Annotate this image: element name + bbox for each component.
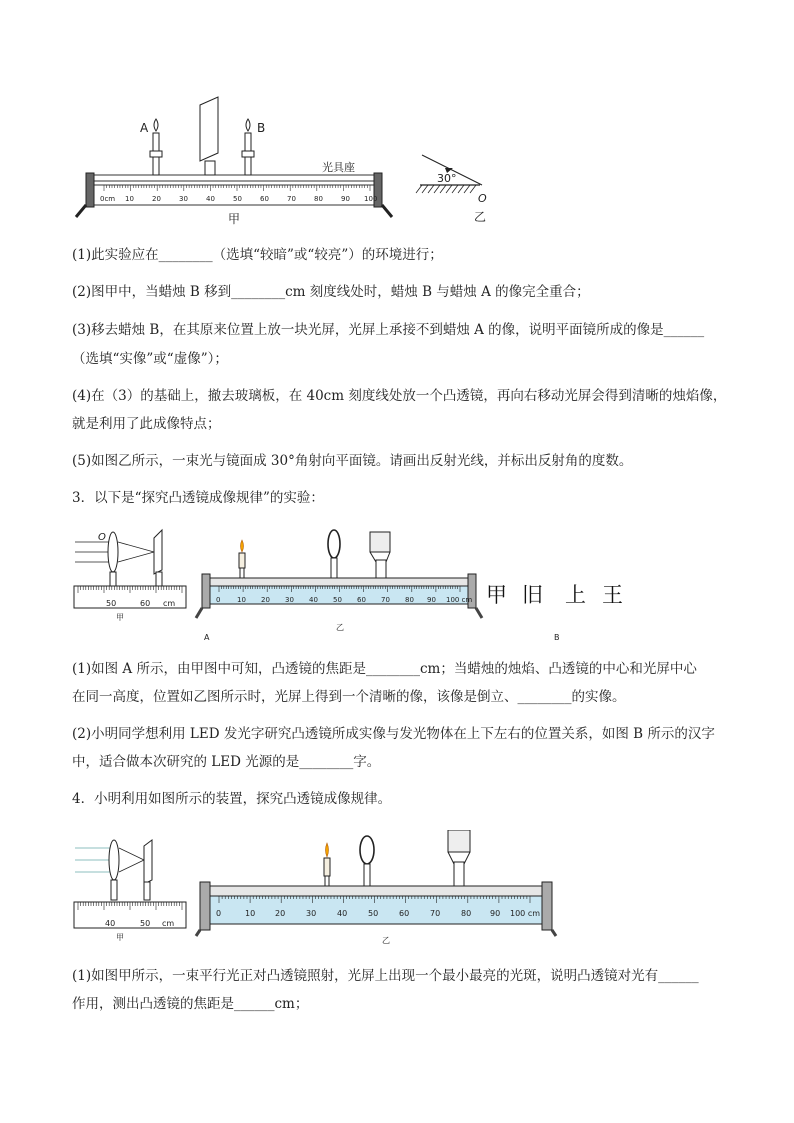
- bench-tick-label: 10: [245, 909, 256, 918]
- ruler-label: 90: [341, 195, 350, 203]
- ruler-label: 30: [179, 195, 188, 203]
- mirror-hatch: [428, 185, 434, 193]
- figure-convex-lens-b: [70, 830, 570, 950]
- led-char: 甲: [486, 583, 509, 607]
- q2-part3-line2: （选填“实像”或“虚像”）；: [72, 351, 228, 367]
- bench-caption: 乙: [336, 623, 344, 632]
- ruler-label: 50: [233, 195, 242, 203]
- bench-tick-label: 30: [285, 596, 294, 604]
- bench-label: 光具座: [322, 161, 355, 174]
- small-tick-label: cm: [162, 919, 175, 928]
- bench-tick-label: 50: [333, 596, 342, 604]
- small-label-o: O: [98, 532, 106, 543]
- candle-a: [150, 119, 162, 175]
- q2-part3-line1: (3)移去蜡烛 B，在其原来位置上放一块光屏，光屏上承接不到蜡烛 A 的像，说明平面镜所成的像是______: [72, 322, 705, 338]
- q3-part2-line1: (2)小明同学想利用 LED 发光字研究凸透镜所成实像与发光物体在上下左右的位置关系，如图 B 所示的汉字: [72, 726, 715, 742]
- small-tick-label: 60: [140, 599, 151, 608]
- small-caption: 甲: [116, 613, 124, 622]
- q2-part4-line1: (4)在（3）的基础上，撤去玻璃板，在 40cm 刻度线处放一个凸透镜，再向右移动光屏会得到清晰的烛焰像，: [72, 388, 727, 404]
- ruler-label: 0cm: [100, 195, 116, 203]
- q4-title: 4．小明利用如图所示的装置，探究凸透镜成像规律。: [72, 791, 392, 807]
- bench-tick-label: 80: [405, 596, 414, 604]
- point-o: O: [478, 192, 487, 205]
- bench-tick-label: 40: [309, 596, 318, 604]
- bench-tick-label: 100 cm: [446, 596, 473, 604]
- bench-tick-label: 40: [337, 909, 348, 918]
- q2-part5: (5)如图乙所示，一束光与镜面成 30°角射向平面镜。请画出反射光线，并标出反射角的度数。: [72, 453, 633, 469]
- ruler-label: 60: [260, 195, 269, 203]
- q3-title: 3．以下是“探究凸透镜成像规律”的实验：: [72, 490, 324, 506]
- mirror-hatch: [464, 185, 470, 193]
- bench-tick-label: 30: [306, 909, 317, 918]
- q2-part2: (2)图甲中，当蜡烛 B 移到________cm 刻度线处时，蜡烛 B 与蜡烛 A 的像完全重合；: [72, 284, 590, 300]
- q3-part1-line2: 在同一高度，位置如乙图所示时，光屏上得到一个清晰的像，该像是倒立、________的实像。: [72, 689, 626, 705]
- led-char: 旧: [522, 583, 545, 607]
- ruler-label: 70: [287, 195, 296, 203]
- bench-tick-label: 60: [399, 909, 410, 918]
- bench-tick-label: 0: [216, 909, 222, 918]
- bench-caption: 乙: [382, 936, 390, 945]
- candle-b: [242, 119, 254, 175]
- small-tick-label: cm: [163, 599, 176, 608]
- ruler-label: 40: [206, 195, 215, 203]
- caption-a: A: [204, 633, 210, 642]
- small-tick-label: 50: [140, 919, 151, 928]
- bench-tick-label: 60: [357, 596, 366, 604]
- q3-part2-line2: 中，适合做本次研究的 LED 光源的是________字。: [72, 754, 381, 770]
- caption-yi: 乙: [474, 210, 487, 224]
- bench-tick-label: 80: [461, 909, 472, 918]
- mirror-hatch: [446, 185, 452, 193]
- mirror-hatch: [470, 185, 476, 193]
- led-char: 王: [602, 583, 625, 607]
- glass-plate: [200, 97, 218, 175]
- mirror-hatch: [434, 185, 440, 193]
- bench-tick-label: 20: [275, 909, 286, 918]
- mirror-hatch: [416, 185, 422, 193]
- mirror-hatch: [440, 185, 446, 193]
- q4-part1-line1: (1)如图甲所示，一束平行光正对凸透镜照射，光屏上出现一个最小最亮的光斑，说明凸透镜对光有______: [72, 968, 699, 984]
- bench-tick-label: 70: [430, 909, 441, 918]
- q2-part4-line2: 就是利用了此成像特点；: [72, 416, 221, 432]
- q4-part1-line2: 作用，测出凸透镜的焦距是______cm；: [72, 996, 309, 1012]
- led-char: 上: [565, 583, 588, 607]
- caption-b: B: [554, 633, 560, 642]
- bench-tick-label: 90: [427, 596, 436, 604]
- label-b: B: [257, 121, 266, 135]
- bench-tick-label: 100 cm: [510, 909, 541, 918]
- q3-part1-line1: (1)如图 A 所示，由甲图中可知，凸透镜的焦距是________cm；当蜡烛的烛焰、凸透镜的中心和光屏中心: [72, 661, 697, 677]
- angle-label: 30°: [437, 172, 457, 185]
- ruler-label: 10: [125, 195, 134, 203]
- bench-tick-label: 10: [237, 596, 246, 604]
- mirror-hatch: [422, 185, 428, 193]
- bench-tick-label: 50: [368, 909, 379, 918]
- mirror-hatch: [452, 185, 458, 193]
- figure-convex-lens-a: [70, 522, 670, 647]
- bench-tick-label: 70: [381, 596, 390, 604]
- mirror-hatch: [458, 185, 464, 193]
- small-tick-label: 50: [106, 599, 117, 608]
- q2-part1: (1)此实验应在________（选填“较暗”或“较亮”）的环境进行；: [72, 247, 443, 263]
- caption-jia: 甲: [228, 212, 241, 226]
- small-caption: 甲: [116, 933, 124, 942]
- bench-tick-label: 20: [261, 596, 270, 604]
- label-a: A: [140, 121, 149, 135]
- bench-tick-label: 90: [490, 909, 501, 918]
- ruler-label: 100: [364, 195, 378, 203]
- small-tick-label: 40: [105, 919, 116, 928]
- figure-plane-mirror-bench: [70, 95, 490, 230]
- ruler-label: 80: [314, 195, 323, 203]
- ruler-label: 20: [152, 195, 161, 203]
- bench-tick-label: 0: [216, 596, 221, 604]
